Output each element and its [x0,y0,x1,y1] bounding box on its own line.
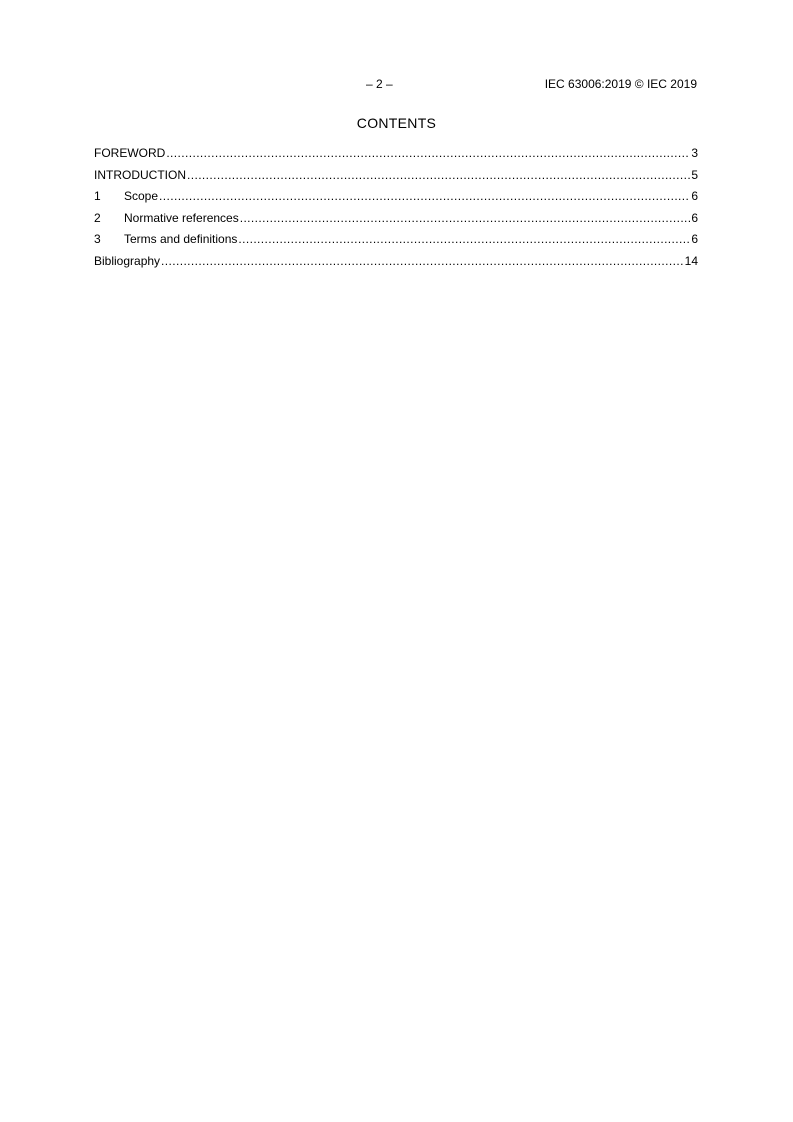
toc-entry-introduction[interactable] [94,167,698,189]
dot-leader [161,253,684,269]
toc-entry-title: Terms and definitions [124,232,238,246]
toc-entry-page: 5 [691,167,698,182]
toc-entry-page: 14 [684,253,698,268]
toc-entry-scope[interactable] [94,188,698,210]
toc-entry-number: 3 [94,232,101,246]
toc-heading: CONTENTS [356,115,437,131]
dot-leader [238,231,690,247]
toc-entry-title: Bibliography [94,253,161,268]
toc-entry-terms-and-definitions[interactable] [94,231,698,253]
toc-entry-page: 6 [691,189,698,203]
toc-entry-page: 3 [691,146,698,160]
dot-leader [166,145,690,161]
toc-entry-title: Scope [124,189,159,203]
table-of-contents [94,145,698,274]
toc-entry-page: 6 [691,232,698,246]
dot-leader [240,210,691,226]
dot-leader [187,167,690,183]
toc-entry-title: FOREWORD [94,146,166,160]
document-reference: IEC 63006:2019 © IEC 2019 [544,77,697,91]
toc-entry-number: 2 [94,210,101,225]
page-number: – 2 – [366,77,393,91]
toc-entry-bibliography[interactable] [94,253,698,275]
toc-entry-title: INTRODUCTION [94,167,186,182]
toc-entry-title: Normative references [124,210,239,225]
toc-entry-number: 1 [94,189,101,203]
dot-leader [159,188,690,204]
toc-entry-foreword[interactable] [94,145,698,167]
toc-entry-normative-references[interactable] [94,210,698,232]
toc-entry-page: 6 [691,210,698,225]
